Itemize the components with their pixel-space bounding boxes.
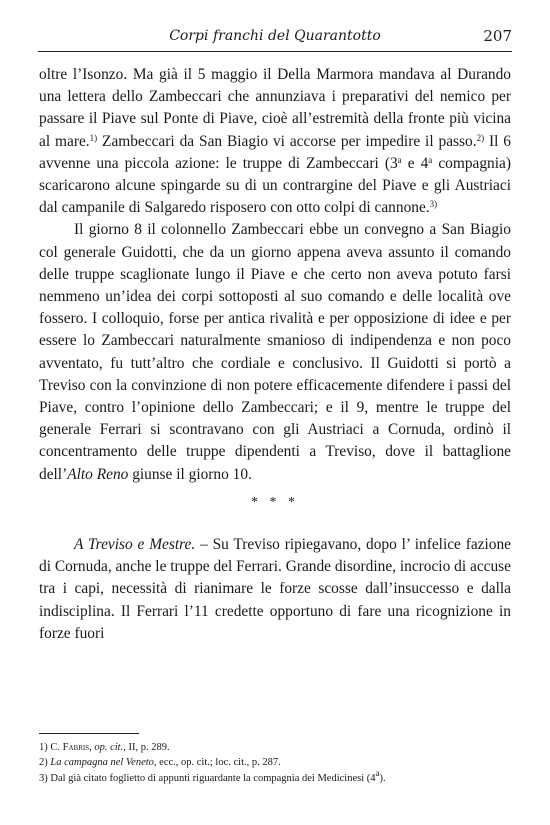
page-header xyxy=(38,26,512,50)
running-title: Corpi franchi del Quarantotto xyxy=(169,28,381,44)
footnote-ref-3[interactable]: 3) xyxy=(429,199,438,210)
paragraph-1: oltre l’Isonzo. Ma già il 5 maggio il Della Marmora mandava al Durando una lettera dello Zambeccari che annunziava i preparativi del nemico per passare il Piave sul Ponte di Piave, cioè all’estremità della fronte più vicina al mare.$^{1)}$ Zambeccari da San Biagio vi accorse per impedire il passo.$^{2)}$ Il 6 avvenne una piccola azione: le truppe di Zambeccari (3$^a$ e 4$^a$ compagnia) scaricarono alcune spingarde su di un contrargine del Piave e gli Austriaci dal campanile di Salgaredo risposero con otto colpi di cannone.$^{3)}$ xyxy=(39,66,511,217)
paragraph-3: A Treviso e Mestre. – Su Treviso ripiegavano, dopo l’ infelice fazione di Cornuda, anche le truppe del Ferrari. Grande disordine, incrocio di accuse tra i capi, necessità di rianimare le forze scosse dall’insuccesso e dalla indisciplina. Il Ferrari l’11 credette opportuno di fare una ricognizione in forze fuori xyxy=(39,536,512,642)
footnotes xyxy=(39,740,511,786)
section-separator: * * * xyxy=(251,494,299,510)
footnote-2: 2) La campagna nel Veneto, ecc., op. cit.; loc. cit., p. 287. xyxy=(39,757,281,769)
footnote-rule xyxy=(39,733,139,734)
footnote-ref-1[interactable]: 1) xyxy=(89,132,98,143)
section-title: A Treviso e Mestre. xyxy=(74,536,196,554)
footnote-ref-2[interactable]: 2) xyxy=(476,132,485,143)
paragraph-2: Il giorno 8 il colonnello Zambeccari ebbe un convegno a San Biagio col generale Guidotti, che da un giorno appena aveva assunto il comando delle truppe scaglionate lungo il Piave e che certo non aveva potuto farsi nemmeno un’idea dei corpi sottoposti al suo comando e delle località ove fossero. I colloquio, forse per antica rivalità e per opposizione di idee e per essere lo Zambeccari naturalmente smanioso di indipendenza e non poco avventato, fu tutt’altro che cordiale e conclusivo. Il Guidotti si portò a Treviso con la convinzione di non potere efficacemente difendere i passi del Piave, contro l’opinione dello Zambeccari; e il 9, mentre le truppe del generale Ferrari si scontravano con gli Austriaci a Cornuda, ordinò il concentramento delle truppe dipendenti a Treviso, dove il battaglione dell’Alto Reno giunse il giorno 10. xyxy=(39,221,511,483)
footnote-3: 3) Dal già citato foglietto di appunti riguardante la compagnia dei Medicinesi (4$^a$). xyxy=(39,767,386,784)
page-number: 207 xyxy=(483,27,512,45)
header-rule xyxy=(38,51,512,52)
footnote-1: 1) C. Fabris, op. cit., II, p. 289. xyxy=(39,742,170,753)
body-text xyxy=(39,64,511,645)
